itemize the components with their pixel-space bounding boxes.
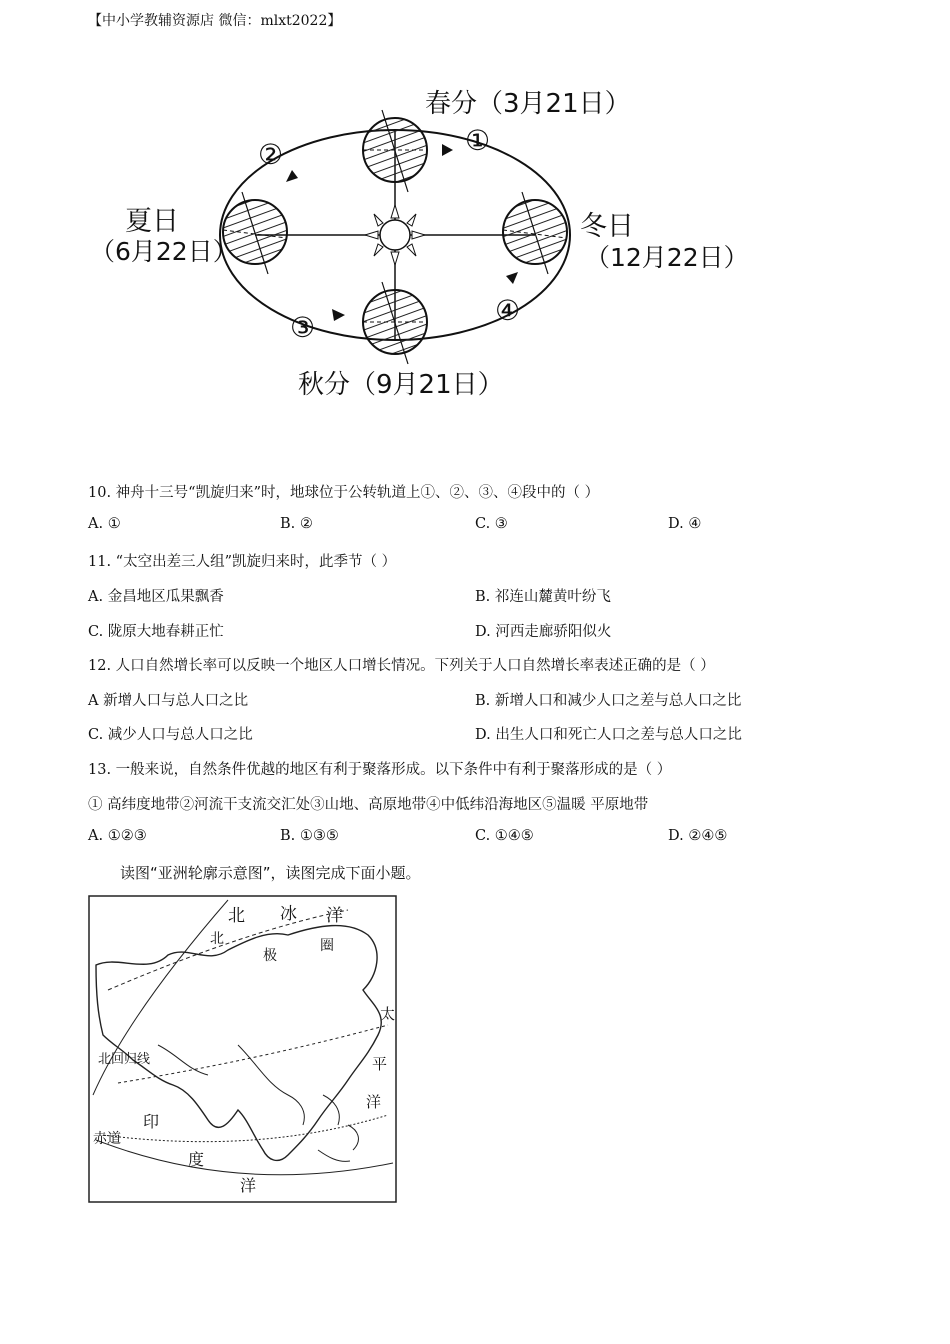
map-label-ocean-2: 洋: [366, 1093, 382, 1111]
map-label-ocean-1: 洋: [326, 906, 343, 926]
map-label-tropic: 北回归线: [98, 1052, 151, 1067]
segment-3: ③: [290, 311, 316, 344]
question-12-option-b: B. 新增人口和减少人口之差与总人口之比: [475, 693, 742, 709]
map-label-ocean-3: 洋: [240, 1176, 257, 1195]
label-summer: 夏日: [125, 206, 179, 237]
map-label-ping: 平: [372, 1055, 388, 1073]
map-label-circle: 圈: [320, 938, 334, 954]
question-11-option-b: B. 祁连山麓黄叶纷飞: [475, 589, 611, 605]
map-label-tai: 太: [380, 1005, 396, 1023]
arrow-icon: [286, 170, 298, 182]
arrow-icon: [332, 309, 345, 321]
map-label-equator: 赤道: [93, 1131, 121, 1147]
earth-orbit-diagram: [80, 80, 780, 420]
segment-1: ①: [465, 124, 491, 157]
map-label-north: 北: [228, 906, 245, 926]
question-10-option-b: B. ②: [280, 516, 313, 532]
question-11-option-c: C. 陇原大地春耕正忙: [88, 624, 224, 640]
sun-icon: [365, 205, 425, 265]
page-header: 【中小学教辅资源店 微信：mlxt2022】: [88, 13, 342, 29]
question-11-stem: 11. “太空出差三人组”凯旋归来时，此季节（ ）: [88, 554, 397, 570]
asia-outline-map: [88, 895, 398, 1205]
map-intro: 读图“亚洲轮廓示意图”，读图完成下面小题。: [120, 864, 421, 882]
earth-autumn: [363, 282, 427, 364]
question-10-option-c: C. ③: [475, 516, 508, 532]
question-10-option-a: A. ①: [88, 516, 121, 532]
segment-4: ④: [495, 294, 521, 327]
arrow-icon: [442, 144, 453, 156]
label-spring: 春分（3月21日）: [425, 89, 631, 119]
map-label-yin: 印: [143, 1112, 160, 1131]
question-12-option-c: C. 减少人口与总人口之比: [88, 727, 253, 743]
label-autumn: 秋分（9月21日）: [298, 370, 504, 400]
question-12-option-a: A 新增人口与总人口之比: [88, 693, 249, 709]
question-13-option-d: D. ②④⑤: [668, 828, 728, 844]
question-13-stem: 13. 一般来说，自然条件优越的地区有利于聚落形成。以下条件中有利于聚落形成的是（ ）: [88, 762, 672, 778]
question-12-stem: 12. 人口自然增长率可以反映一个地区人口增长情况。下列关于人口自然增长率表述正确的是（ ）: [88, 658, 715, 674]
map-label-north-2: 北: [210, 931, 224, 947]
map-label-polar: 极: [263, 948, 277, 964]
question-10-stem: 10. 神舟十三号“凯旋归来”时，地球位于公转轨道上①、②、③、④段中的（ ）: [88, 485, 600, 501]
label-summer-date: （6月22日）: [90, 237, 238, 266]
map-label-ice: 冰: [280, 904, 297, 924]
question-13-conditions: ① 高纬度地带②河流干支流交汇处③山地、高原地带④中低纬沿海地区⑤温暖 平原地带: [88, 797, 649, 813]
question-12-option-d: D. 出生人口和死亡人口之差与总人口之比: [475, 727, 742, 743]
arrow-icon: [506, 272, 518, 284]
segment-2: ②: [258, 138, 284, 171]
question-11-option-d: D. 河西走廊骄阳似火: [475, 624, 612, 640]
label-winter: 冬日: [580, 211, 634, 242]
map-label-du: 度: [188, 1150, 205, 1169]
question-10-option-d: D. ④: [668, 516, 702, 532]
question-13-option-b: B. ①③⑤: [280, 828, 339, 844]
question-13-option-a: A. ①②③: [88, 828, 147, 844]
earth-winter: [503, 192, 567, 274]
earth-spring: [363, 110, 427, 192]
label-winter-date: （12月22日）: [585, 243, 749, 272]
question-13-option-c: C. ①④⑤: [475, 828, 534, 844]
question-11-option-a: A. 金昌地区瓜果飘香: [88, 589, 224, 605]
